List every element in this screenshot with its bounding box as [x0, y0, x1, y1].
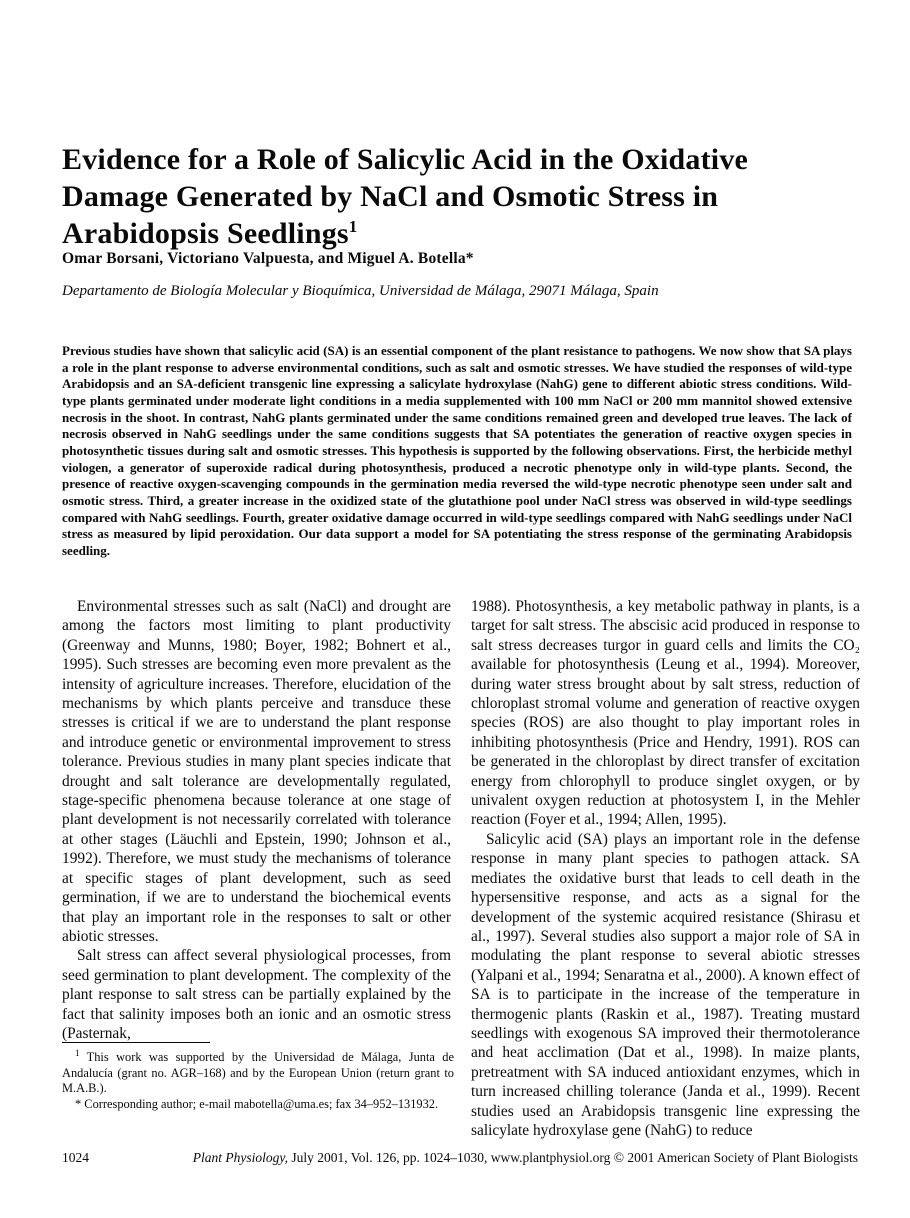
- funding-footnote: [62, 1047, 454, 1097]
- page-footer: [62, 1150, 858, 1166]
- affiliation-line: Departamento de Biología Molecular y Bioquímica, Universidad de Málaga, 29071 Málaga, Spain: [62, 283, 659, 299]
- footnote-marker: *: [75, 1096, 82, 1111]
- paragraph: Salicylic acid (SA) plays an important role in the defense response in many plant species to pathogen attack. SA mediates the oxidative burst that leads to cell death in the hypersensitive response, and acts as a signal for the development of the systemic acquired resistance (Shirasu et al., 1997). Several studies also support a major role of SA in modulating the plant response to several abiotic stresses (Yalpani et al., 1994; Senaratna et al., 2000). A known effect of SA is to participate in the increase of the temperature in thermogenic plants (Raskin et al., 1987). Treating mustard seedlings with exogenous SA improved their thermotolerance and heat acclimation (Dat et al., 1998). In maize plants, pretreatment with SA induced antioxidant enzymes, which in turn increased chilling tolerance (Janda et al., 1999). Recent studies used an Arabidopsis transgenic line expressing the salicylate hydroxylase gene (NahG) to reduce: [471, 830, 860, 1139]
- title-line-1: Evidence for a Role of Salicylic Acid in the Oxidative: [62, 143, 749, 177]
- corresponding-author-footnote: [62, 1097, 454, 1113]
- body-column-right: [471, 597, 860, 1140]
- title-line-3: Arabidopsis Seedlings: [62, 217, 349, 251]
- title-line-2: Damage Generated by NaCl and Osmotic Stress in: [62, 180, 719, 214]
- footnote-marker: 1: [75, 1047, 80, 1058]
- footnote-divider: [62, 1042, 210, 1043]
- abstract-text: Previous studies have shown that salicylic acid (SA) is an essential component of the plant resistance to pathogens. We now show that SA plays a role in the plant response to adverse environmental conditions, such as salt and osmotic stresses. We have studied the responses of wild-type Arabidopsis and an SA-deficient transgenic line expressing a salicylate hydroxylase (NahG) gene to different abiotic stress conditions. Wild-type plants germinated under moderate light conditions in a media supplemented with 100 mm NaCl or 200 mm mannitol showed extensive necrosis in the shoot. In contrast, NahG plants germinated under the same conditions remained green and developed true leaves. The lack of necrosis observed in NahG seedlings under the same conditions suggests that SA potentiates the generation of reactive oxygen species in photosynthetic tissues during salt and osmotic stresses. This hypothesis is supported by the following observations. First, the herbicide methyl viologen, a generator of superoxide radical during photosynthesis, produced a necrotic phenotype only in wild-type plants. Second, the presence of reactive oxygen-scavenging compounds in the germination media reversed the wild-type necrotic phenotype seen under salt and osmotic stress. Third, a greater increase in the oxidized state of the glutathione pool under NaCl stress was observed in wild-type seedlings compared with NahG seedlings. Fourth, greater oxidative damage occurred in wild-type seedlings compared with NahG seedlings under NaCl stress as measured by lipid peroxidation. Our data support a model for SA potentiating the stress response of the germinating Arabidopsis seedling.: [62, 343, 852, 558]
- paragraph: Environmental stresses such as salt (NaCl) and drought are among the factors most limiting to plant productivity (Greenway and Munns, 1980; Boyer, 1982; Bohnert et al., 1995). Such stresses are becoming even more prevalent as the intensity of agriculture increases. Therefore, elucidation of the mechanisms by which plants perceive and transduce these stresses is critical if we are to understand the plant response and introduce genetic or environmental improvement to stress tolerance. Previous studies in many plant species indicate that drought and salt tolerance are developmentally regulated, stage-specific phenomena because tolerance at one stage of plant development is not necessarily correlated with tolerance at other stages (Läuchli and Epstein, 1990; Johnson et al., 1992). Therefore, we must study the mechanisms of tolerance at specific stages of plant development, such as seed germination, if we are to understand the biochemical events that play an important role in the responses to salt or other abiotic stresses.: [62, 598, 451, 945]
- journal-citation-line: [193, 1150, 858, 1166]
- authors-line: Omar Borsani, Victoriano Valpuesta, and Miguel A. Botella*: [62, 250, 474, 267]
- footnote-text: Corresponding author; e-mail mabotella@uma.es; fax 34–952–131932.: [81, 1096, 439, 1111]
- journal-citation-rest: July 2001, Vol. 126, pp. 1024–1030, www.plantphysiol.org © 2001 American Society of Plant Biologists: [287, 1150, 858, 1165]
- journal-name: Plant Physiology,: [192, 1150, 288, 1165]
- page-title: [62, 141, 862, 252]
- paragraph: Salt stress can affect several physiological processes, from seed germination to plant development. The complexity of the plant response to salt stress can be partially explained by the fact that salinity imposes both an ionic and an osmotic stress (Pasternak,: [62, 947, 451, 1042]
- page-number: 1024: [62, 1150, 89, 1165]
- footnotes-block: [62, 1042, 454, 1112]
- footnote-text: This work was supported by the Universidad de Málaga, Junta de Andalucía (grant no. AGR–168) and by the European Union (return grant to M.A.B.).: [62, 1050, 454, 1096]
- paragraph: 1988). Photosynthesis, a key metabolic pathway in plants, is a target for salt stress. The abscisic acid produced in response to salt stress decreases turgor in guard cells and limits the CO₂ available for photosynthesis (Leung et al., 1994). Moreover, during water stress brought about by salt stress, reduction of chloroplast stromal volume and generation of reactive oxygen species (ROS) are also thought to play important roles in inhibiting photosynthesis (Price and Hendry, 1991). ROS can be generated in the chloroplast by direct transfer of excitation energy from chlorophyll to produce singlet oxygen, or by univalent oxygen reduction at photosystem I, in the Mehler reaction (Foyer et al., 1994; Allen, 1995).: [471, 598, 860, 829]
- title-footnote-marker: 1: [348, 217, 358, 237]
